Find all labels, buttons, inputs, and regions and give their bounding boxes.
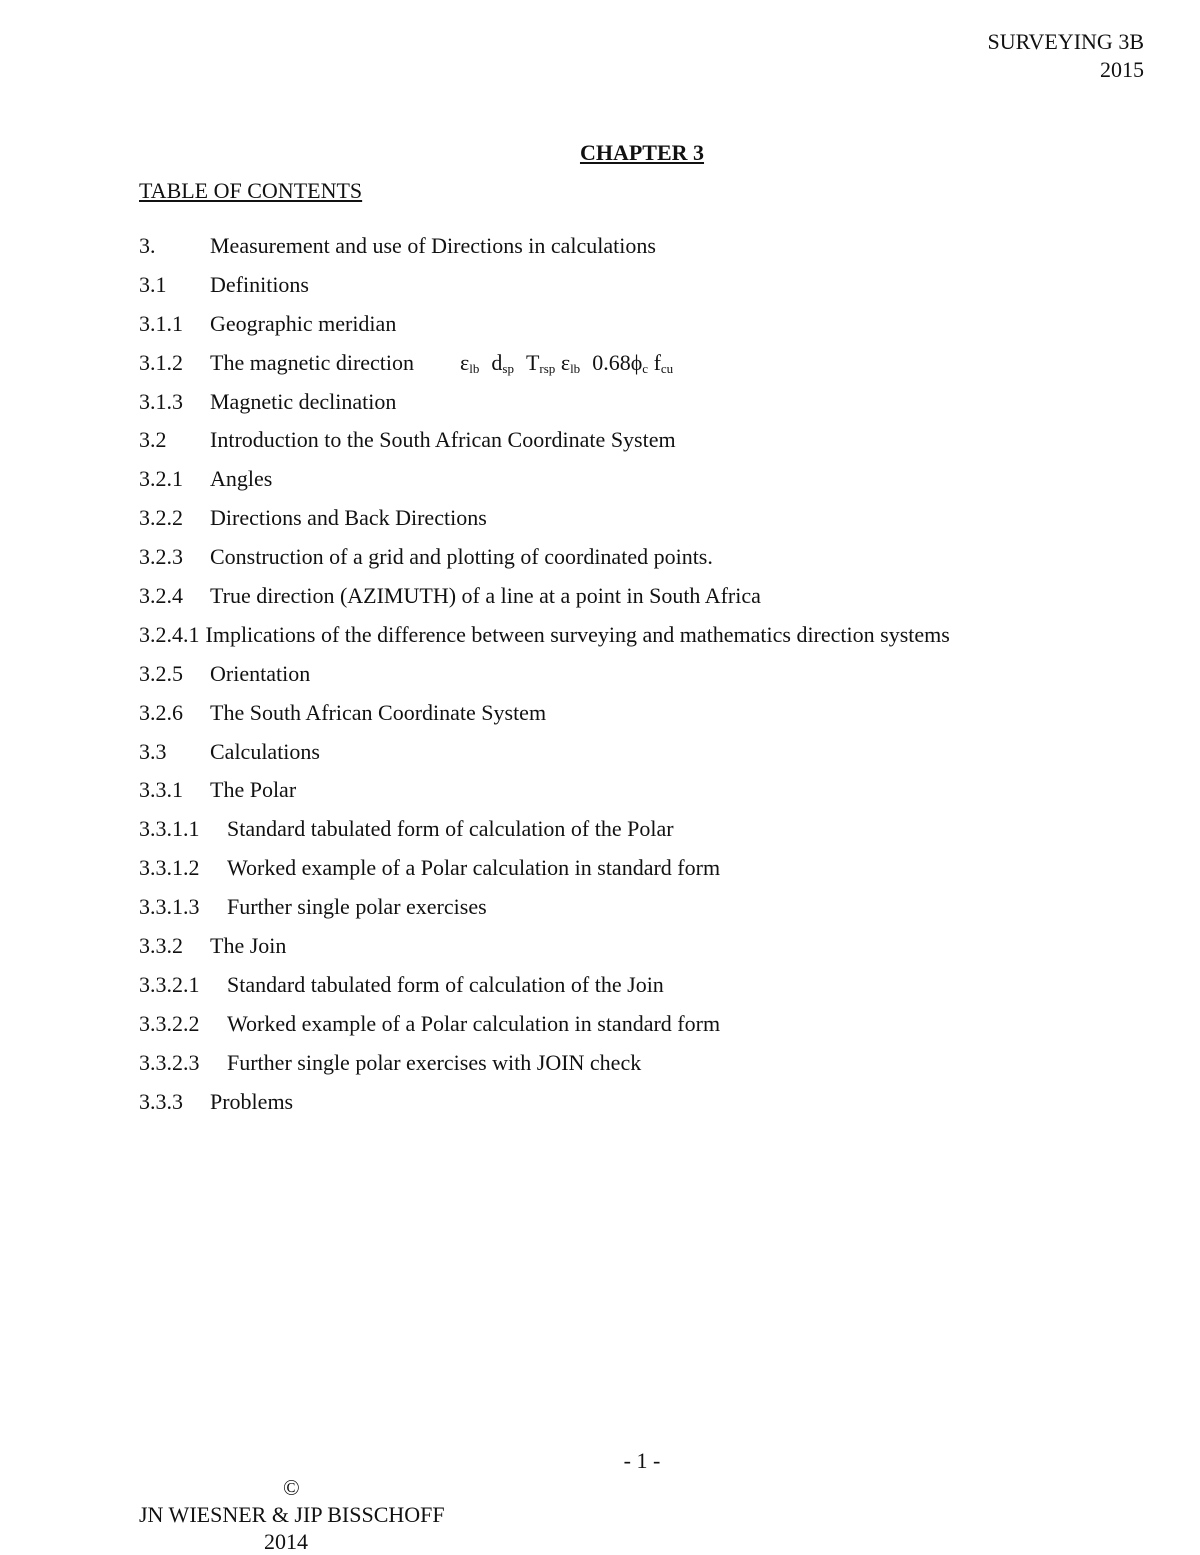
toc-number: 3.1 (139, 271, 167, 297)
toc-number: 3.2.1 (139, 466, 183, 492)
toc-title: Angles (210, 466, 273, 492)
toc-entry (139, 426, 950, 465)
toc-number: 3.3.2.2 (139, 1010, 200, 1036)
toc-title: The magnetic direction (210, 349, 415, 375)
toc-entry (139, 232, 950, 271)
toc-number: 3.1.3 (139, 388, 183, 414)
toc-number: 3.3.1.2 (139, 855, 200, 881)
toc-title: Further single polar exercises (227, 894, 487, 920)
symbol-glyphs (460, 349, 685, 383)
toc-entry (139, 1088, 950, 1127)
toc-title: Standard tabulated form of calculation of the Polar (227, 816, 674, 842)
toc-entry (139, 738, 950, 777)
toc-number: 3.3.1.3 (139, 894, 200, 920)
toc-title: Geographic meridian (210, 310, 397, 336)
toc-entry (139, 932, 950, 971)
toc-entry (139, 699, 950, 738)
page-number: - 1 - (623, 1448, 661, 1473)
toc-entry (139, 582, 950, 621)
toc-entry (139, 621, 950, 660)
toc-number: 3.2.5 (139, 660, 183, 686)
page-header (987, 28, 1144, 84)
toc-title: Construction of a grid and plotting of coordinated points. (210, 544, 713, 570)
toc-entry (139, 310, 950, 349)
toc-entry (139, 854, 950, 893)
toc-entry (139, 660, 950, 699)
toc-title: The Polar (210, 777, 297, 803)
toc-entry (139, 971, 950, 1010)
table-of-contents (139, 232, 950, 1126)
toc-number: 3.2.6 (139, 699, 183, 725)
toc-entry (139, 815, 950, 854)
toc-title: Implications of the difference between surveying and mathematics direction systems (205, 621, 950, 647)
toc-title: Problems (210, 1088, 294, 1114)
toc-title: Worked example of a Polar calculation in standard form (227, 1010, 721, 1036)
toc-number: 3.1.2 (139, 349, 183, 375)
toc-number: 3. (139, 233, 156, 258)
toc-number: 3.2.4 (139, 583, 183, 609)
toc-entry (139, 543, 950, 582)
toc-entry (139, 893, 950, 932)
toc-title: Definitions (210, 271, 309, 297)
symbol-epsilon-lb: $\varepsilon_{lb}$ (460, 349, 480, 376)
symbol-phi-c-fcu: $0.68\phi_c$ $f_{cu}$ (592, 349, 674, 376)
copyright-footer (139, 1474, 445, 1555)
toc-number: 3.3.3 (139, 1088, 183, 1114)
toc-entry (139, 1049, 950, 1088)
toc-title: Standard tabulated form of calculation of the Join (227, 971, 664, 997)
copyright-authors: JN WIESNER & JIP BISSCHOFF (139, 1502, 445, 1527)
toc-number: 3.2.4.1 (139, 621, 200, 647)
toc-number: 3.3.2.3 (139, 1049, 200, 1075)
toc-title: Magnetic declination (210, 388, 397, 414)
toc-title: The Join (210, 933, 287, 959)
header-year: 2015 (1100, 57, 1144, 82)
toc-number: 3.3.1 (139, 777, 183, 803)
toc-number: 3.3 (139, 738, 167, 764)
toc-title: Directions and Back Directions (210, 505, 487, 531)
symbol-d-sp: $d_{sp}$ (491, 349, 514, 376)
toc-entry (139, 776, 950, 815)
toc-title: Measurement and use of Directions in calculations (210, 233, 656, 258)
toc-title: Introduction to the South African Coordinate System (210, 427, 676, 453)
copyright-year: 2014 (264, 1529, 308, 1554)
toc-number: 3.3.2 (139, 933, 183, 959)
chapter-title: CHAPTER 3 (579, 140, 705, 165)
symbol-t-rsp: $T_{rsp}$ $\varepsilon_{lb}$ (525, 349, 581, 376)
toc-number: 3.1.1 (139, 310, 183, 336)
toc-title: True direction (AZIMUTH) of a line at a point in South Africa (210, 583, 761, 609)
toc-entry (139, 271, 950, 310)
toc-heading: TABLE OF CONTENTS (139, 178, 363, 203)
toc-entry (139, 465, 950, 504)
toc-number: 3.3.1.1 (139, 816, 200, 842)
copyright-symbol: © (283, 1475, 300, 1500)
toc-number: 3.3.2.1 (139, 971, 200, 997)
toc-number: 3.2.3 (139, 544, 183, 570)
toc-number: 3.2 (139, 427, 167, 453)
toc-number: 3.2.2 (139, 505, 183, 531)
toc-title: Further single polar exercises with JOIN check (227, 1049, 642, 1075)
toc-title: Orientation (210, 660, 311, 686)
toc-entry (139, 1010, 950, 1049)
toc-entry (139, 504, 950, 543)
toc-entry (139, 388, 950, 427)
toc-title: The South African Coordinate System (210, 699, 547, 725)
toc-title: Calculations (210, 738, 320, 764)
toc-title: Worked example of a Polar calculation in standard form (227, 855, 721, 881)
toc-entry (139, 349, 950, 388)
course-name: SURVEYING 3B (987, 29, 1144, 54)
